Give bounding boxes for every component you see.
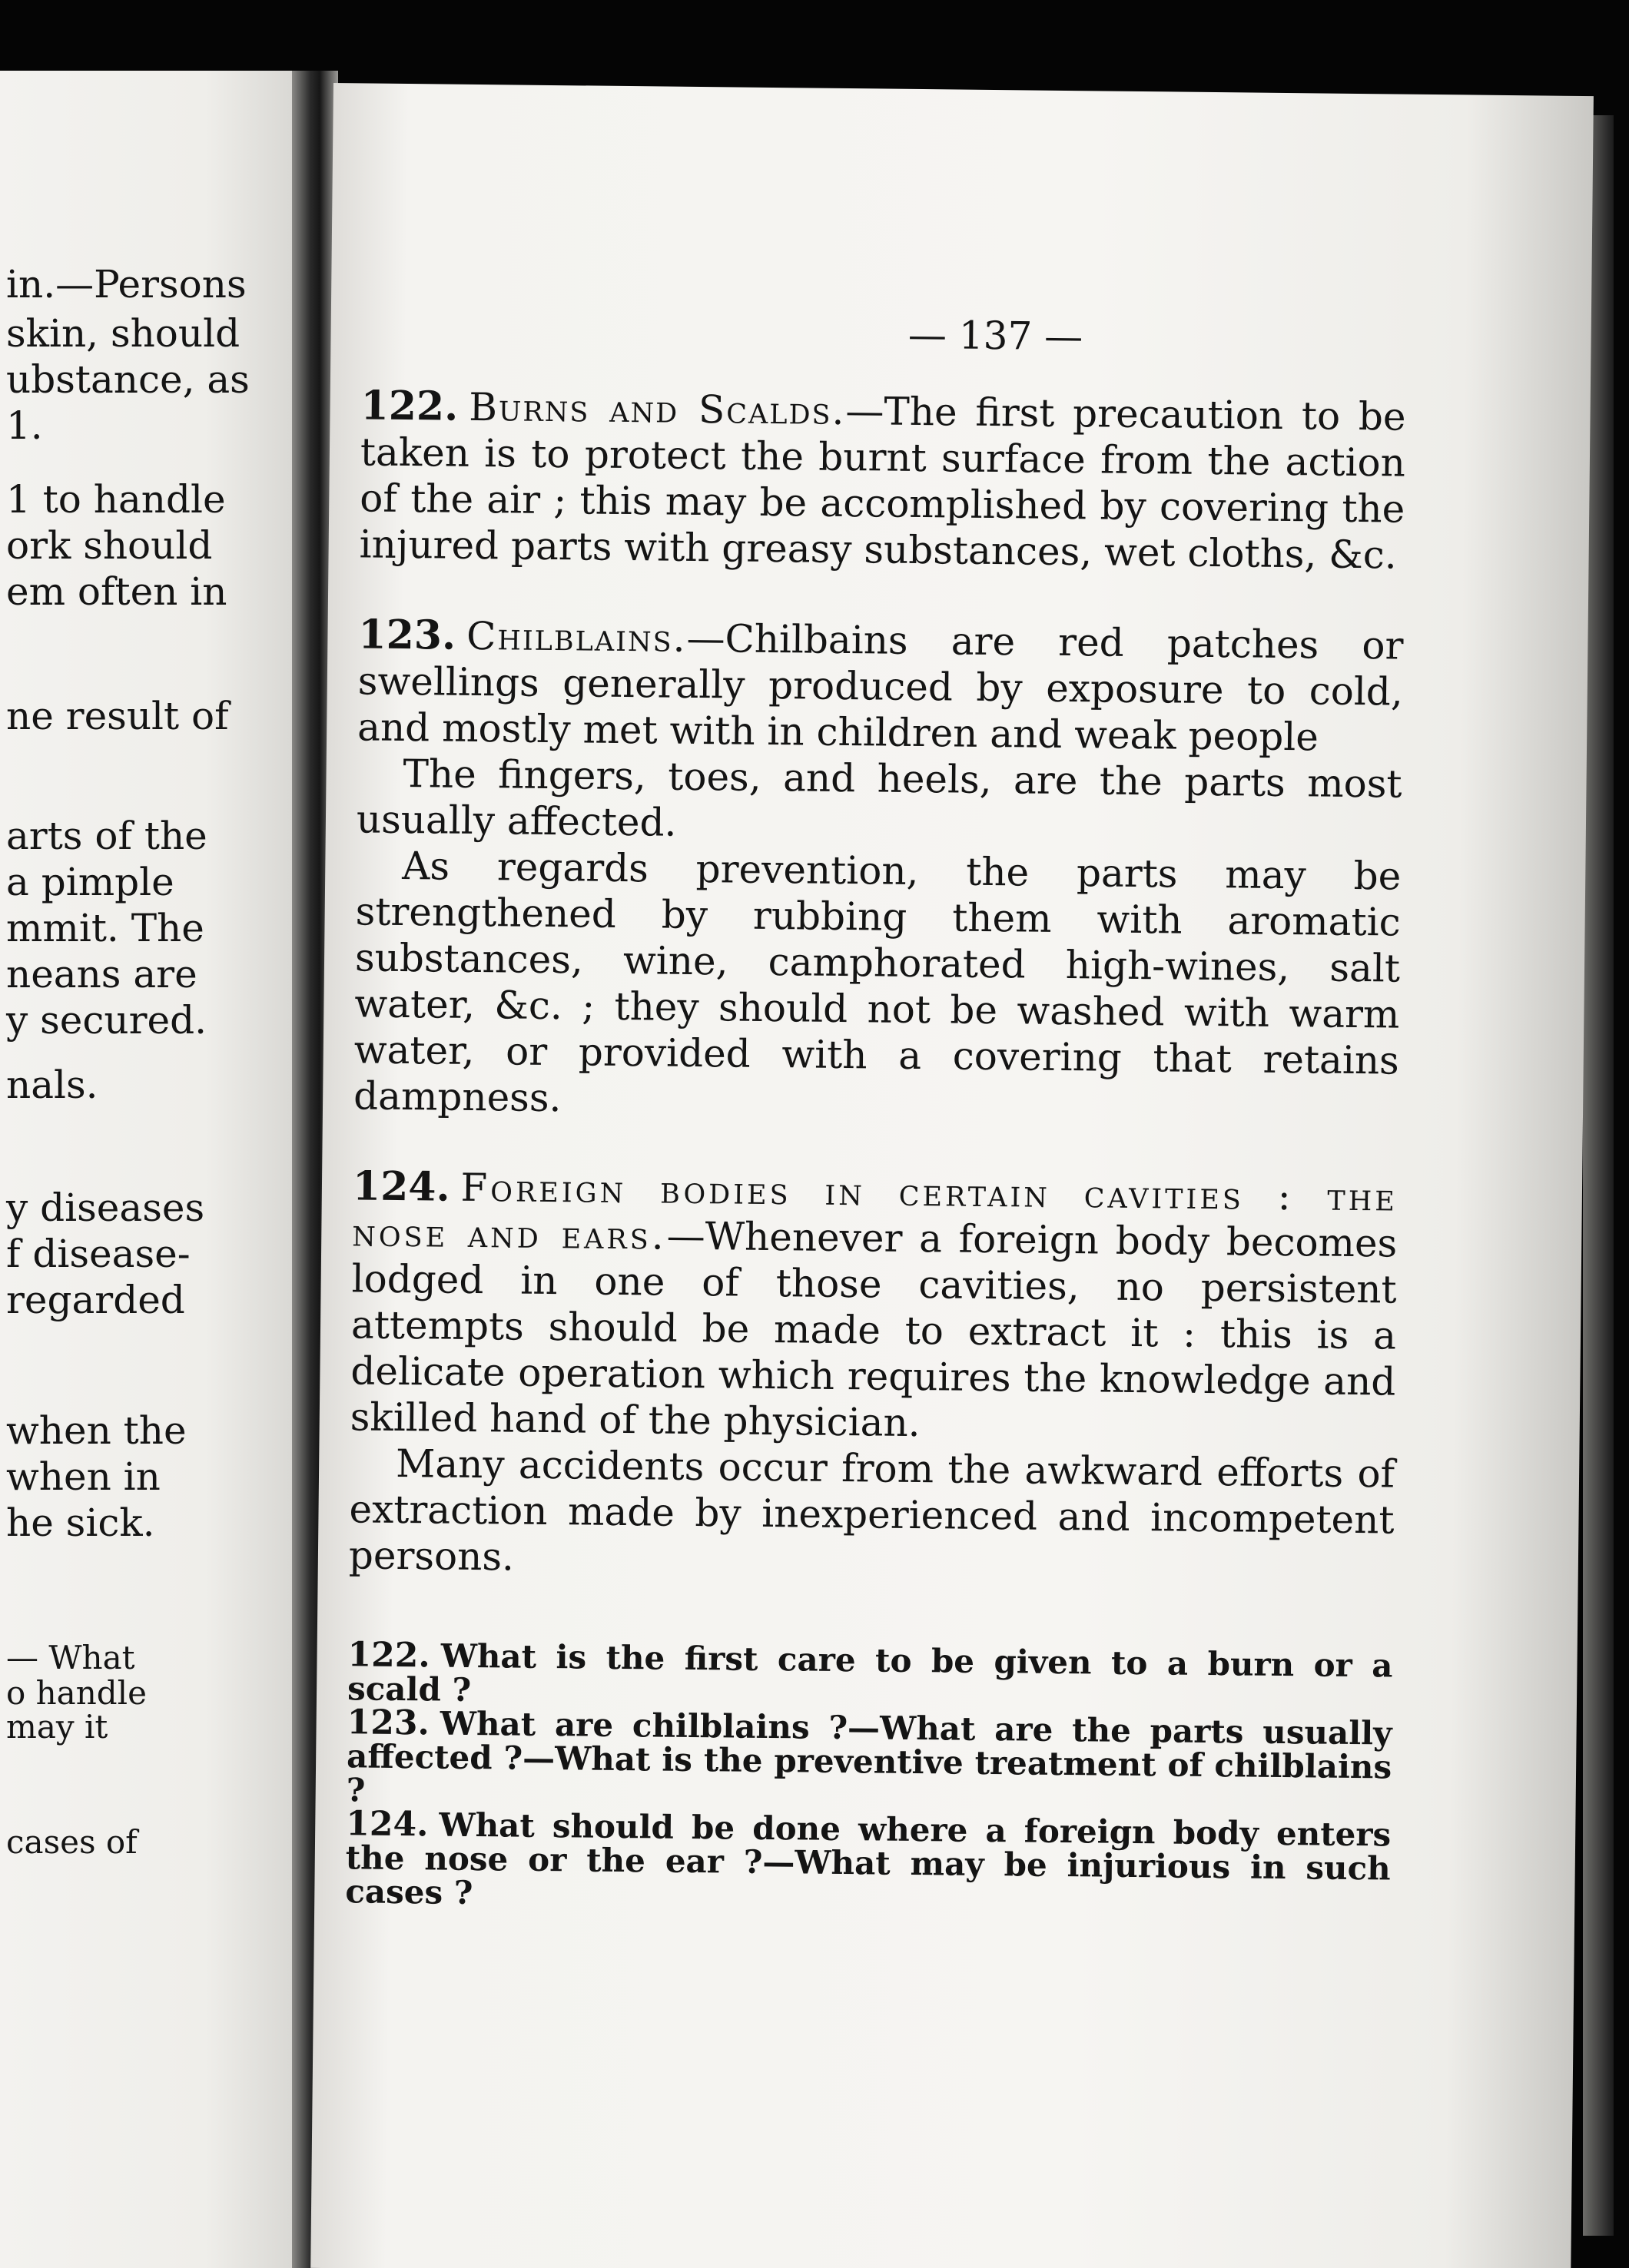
left-page-fragment: y diseases xyxy=(6,1185,205,1230)
review-questions xyxy=(345,1635,1393,1919)
page-number: — 137 — xyxy=(907,312,1083,360)
section-122 xyxy=(359,383,1405,578)
section-number: 123. xyxy=(358,611,456,659)
question-text: What is the first care to be given to a burn or a scald ? xyxy=(347,1636,1393,1709)
left-page-fragment: em often in xyxy=(6,569,227,614)
section-heading: Burns and Scalds. xyxy=(468,384,846,434)
left-page-fragment: regarded xyxy=(6,1278,185,1322)
left-page-fragment: ork should xyxy=(6,523,213,568)
left-page-edge xyxy=(0,71,294,2268)
section-heading: Chilblains. xyxy=(466,613,687,661)
question-number: 123. xyxy=(347,1703,430,1743)
right-page xyxy=(310,83,1594,2268)
paragraph xyxy=(357,612,1404,761)
section-number: 122. xyxy=(360,382,459,430)
paragraph: Many accidents occur from the awkward efforts of extraction made by inexperienced and incompetent persons. xyxy=(348,1441,1395,1580)
question xyxy=(345,1804,1392,1919)
question-number: 124. xyxy=(346,1804,429,1845)
paragraph xyxy=(359,383,1405,578)
question xyxy=(346,1703,1392,1818)
section-heading: Foreign bodies in certain cavities : the nose and ears. xyxy=(352,1165,1398,1258)
section-123 xyxy=(353,612,1404,1129)
left-page-fragment: ubstance, as xyxy=(6,357,250,402)
left-page-fragment: mmit. The xyxy=(6,906,204,950)
left-page-fragment: — What xyxy=(6,1639,135,1676)
left-page-fragment: arts of the xyxy=(6,814,207,858)
paragraph-text: —Chilbains are red patches or swellings generally produced by exposure to cold, and mostly met with in children and weak people xyxy=(357,615,1404,760)
left-page-fragment: ne result of xyxy=(6,694,229,738)
paragraph-text: —Whenever a foreign body becomes lodged in one of those cavities, no persistent attempts should be made to extract it : this is a delicate operation which requires the knowledge and skilled hand of the physician. xyxy=(350,1213,1398,1446)
page-body xyxy=(345,306,1407,1919)
question-number: 122. xyxy=(347,1635,431,1676)
paragraph-text: —The first precaution to be taken is to protect the burnt surface from the action of the air ; this may be accomplished by covering the injured parts with greasy substances, wet cloths, &c. xyxy=(359,389,1406,578)
left-page-fragment: skin, should xyxy=(6,311,241,356)
section-124 xyxy=(349,1163,1398,1589)
left-page-fragment: o handle xyxy=(6,1674,147,1712)
left-page-fragment: cases of xyxy=(6,1823,138,1861)
left-page-fragment: he sick. xyxy=(6,1500,155,1545)
left-page-fragment: y secured. xyxy=(6,998,207,1043)
paragraph xyxy=(350,1163,1398,1451)
left-page-fragment: a pimple xyxy=(6,860,174,904)
paragraph: As regards prevention, the parts may be strengthened by rubbing them with aromatic substances, wine, camphorated high-wines, salt water, &c. ; they should not be washed with warm water, or provided with a covering that retains dampness. xyxy=(353,843,1402,1121)
left-page-fragment: 1 to handle xyxy=(6,477,226,522)
section-number: 124. xyxy=(352,1162,450,1211)
left-page-fragment: neans are xyxy=(6,952,197,996)
left-page-fragment: in.—Persons xyxy=(6,262,247,307)
left-page-fragment: nals. xyxy=(6,1063,98,1107)
left-page-fragment: when the xyxy=(6,1408,187,1453)
left-page-fragment: f disease- xyxy=(6,1232,191,1276)
paragraph: The fingers, toes, and heels, are the parts most usually affected. xyxy=(356,751,1402,845)
question-text: What are chilblains ?—What are the parts usually affected ?—What is the preventive treatment of chilblains ? xyxy=(346,1704,1392,1809)
left-page-fragment: may it xyxy=(6,1708,108,1746)
left-page-fragment: 1. xyxy=(6,403,43,448)
question-text: What should be done where a foreign body enters the nose or the ear ?—What may be injurious in such cases ? xyxy=(345,1805,1392,1912)
left-page-fragment: when in xyxy=(6,1454,161,1499)
